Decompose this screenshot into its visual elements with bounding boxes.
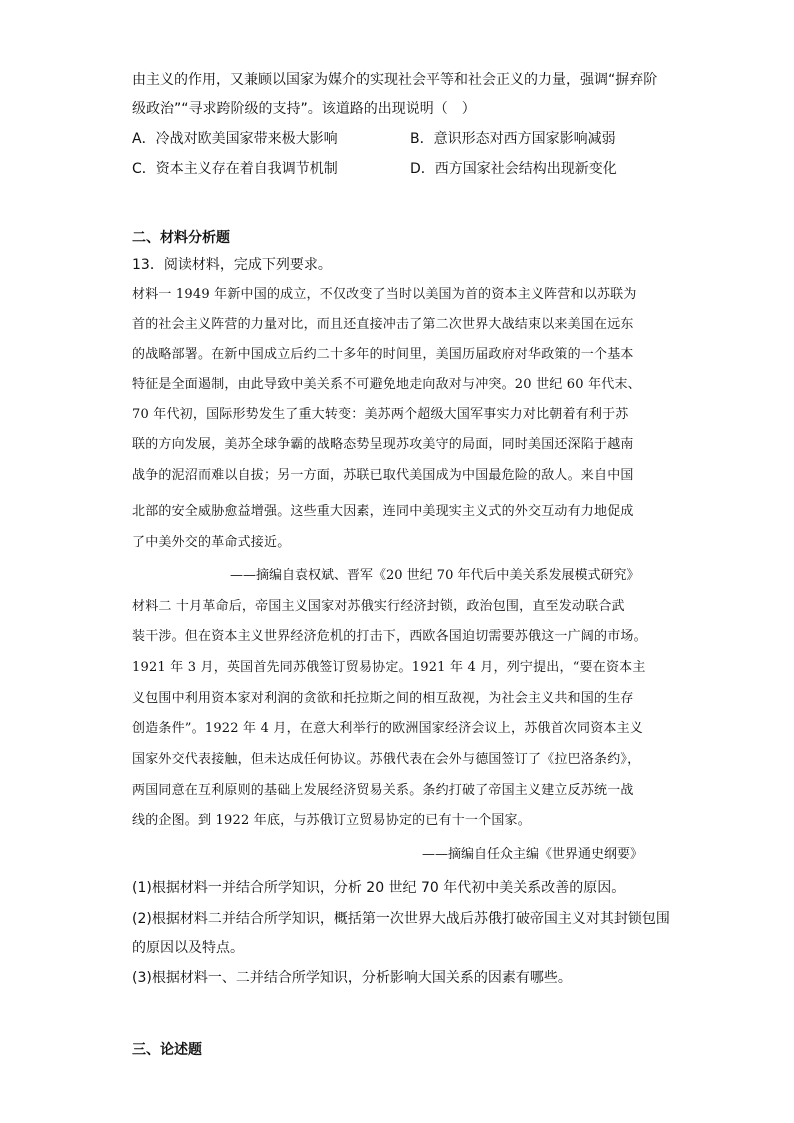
material-1-line: 首的社会主义阵营的力量对比，而且还直接冲击了第二次世界大战结束以来美国在远东: [132, 317, 634, 332]
q13-question-1: (1)根据材料一并结合所学知识，分析 20 世纪 70 年代初中美关系改善的原因。: [132, 880, 626, 896]
material-1-line: 北部的安全威胁愈益增强。这些重大因素，连同中美现实主义式的外交互动有力地促成: [132, 504, 634, 519]
material-2-line: 材料二 十月革命后，帝国主义国家对苏俄实行经济封锁，政治包围，直至发动联合武: [132, 599, 625, 614]
material-1-line: 联的方向发展，美苏全球争霸的战略态势呈现苏攻美守的局面，同时美国还深陷于越南: [132, 437, 634, 452]
section-3-title: 三、论述题: [132, 1042, 202, 1058]
material-2-line: 义包围中利用资本家对利润的贪欲和托拉斯之间的相互敌视，为社会主义共和国的生存: [132, 691, 634, 706]
q12-stem-line-1: 由主义的作用，又兼顾以国家为媒介的实现社会平等和社会正义的力量，强调“摒弃阶: [132, 72, 658, 88]
q13-question-2-line-1: (2)根据材料二并结合所学知识，概括第一次世界大战后苏俄打破帝国主义对其封锁包围: [132, 911, 670, 927]
material-2-line: 1921 年 3 月，英国首先同苏俄签订贸易协定。1921 年 4 月，列宁提出，“要在资本主: [132, 660, 646, 675]
q13-question-3: (3)根据材料一、二并结合所学知识，分析影响大国关系的因素有哪些。: [132, 970, 572, 986]
q13-question-2-line-2: 的原因以及特点。: [132, 940, 244, 956]
material-2-line: 两国同意在互利原则的基础上发展经济贸易关系。条约打破了帝国主义建立反苏统一战: [132, 783, 634, 798]
q12-option-d: D．西方国家社会结构出现新变化: [410, 161, 617, 177]
material-1-line: 材料一 1949 年新中国的成立，不仅改变了当时以美国为首的资本主义阵营和以苏联为: [132, 287, 637, 302]
material-1-line: 战争的泥沼而难以自拔；另一方面，苏联已取代美国成为中国最危险的敌人。来自中国: [132, 468, 634, 483]
material-1-line: 70 年代初，国际形势发生了重大转变：美苏两个超级大国军事实力对比朝着有利于苏: [132, 407, 629, 422]
q12-option-c: C．资本主义存在着自我调节机制: [132, 161, 338, 177]
material-1-line: 的战略部署。在新中国成立后约二十多年的时间里，美国历届政府对华政策的一个基本: [132, 347, 634, 362]
material-1-source: ——摘编自袁权斌、晋军《20 世纪 70 年代后中美关系发展模式研究》: [230, 568, 640, 583]
q12-option-b: B．意识形态对西方国家影响减弱: [410, 131, 616, 147]
section-2-title: 二、材料分析题: [132, 230, 230, 246]
material-1-line: 特征是全面遏制，由此导致中美关系不可避免地走向敌对与冲突。20 世纪 60 年代末、: [132, 377, 641, 392]
q13-intro: 13．阅读材料，完成下列要求。: [132, 257, 332, 273]
material-2-line: 创造条件”。1922 年 4 月，在意大利举行的欧洲国家经济会议上，苏俄首次同资本主义: [132, 721, 643, 736]
material-2-line: 国家外交代表接触，但未达成任何协议。苏俄代表在会外与德国签订了《拉巴洛条约》，: [132, 752, 641, 767]
material-2-line: 装干涉。但在资本主义世界经济危机的打击下，西欧各国迫切需要苏俄这一广阔的市场。: [132, 629, 647, 644]
material-2-source: ——摘编自任众主编《世界通史纲要》: [422, 847, 644, 862]
material-1-line: 了中美外交的革命式接近。: [132, 535, 291, 550]
q12-option-a: A．冷战对欧美国家带来极大影响: [132, 131, 338, 147]
q12-stem-line-2: 级政治”“寻求跨阶级的支持”。该道路的出现说明（ ）: [132, 101, 476, 117]
material-2-line: 线的企图。到 1922 年底，与苏俄订立贸易协定的已有十一个国家。: [132, 813, 531, 828]
